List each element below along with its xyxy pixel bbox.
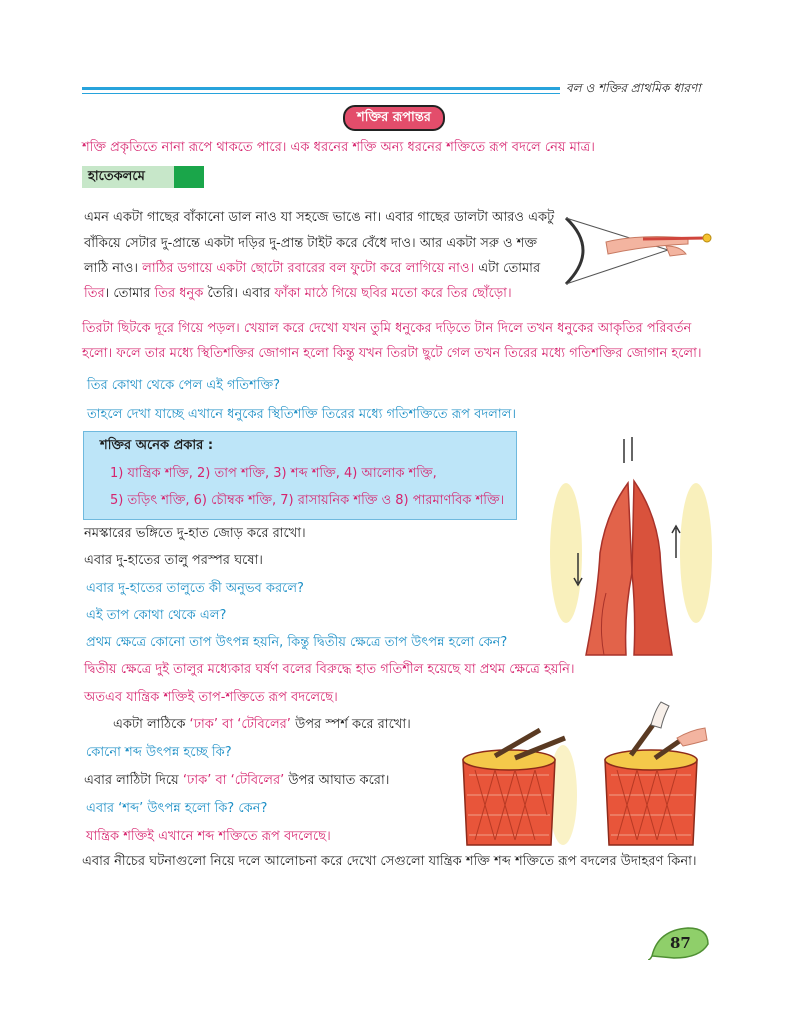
drum-line1 [113, 716, 411, 733]
drum-line2-b: ‘ঢাক’ বা ‘টেবিলের’ [182, 773, 285, 788]
energy-box-heading: শক্তির অনেক প্রকার : [100, 438, 214, 453]
hands-answer1: দ্বিতীয় ক্ষেত্রে দুই তালুর মধ্যেকার ঘর্ষণ বলের বিরুদ্ধে হাত গতিশীল হয়েছে যা প্রথম ক্ষেত্রে হয়নি। [84, 662, 575, 677]
energy-types-box [83, 431, 517, 520]
praying-hands-illustration [548, 433, 713, 658]
running-title: বল ও শক্তির প্রাথমিক ধারণা [566, 81, 701, 95]
drum-line2-c: উপর আঘাত করো। [284, 773, 390, 788]
activity-label-bar [82, 166, 204, 188]
answer-1: তাহলে দেখা যাচ্ছে এখানে ধনুকের স্থিতিশক্তি তিরের মধ্যে গতিশক্তিতে রূপ বদলাল। [87, 407, 516, 422]
bow-and-arrow-illustration [548, 210, 718, 290]
drum-line1-c: উপর স্পর্শ করে রাখো। [290, 717, 411, 732]
intro-text: শক্তি প্রকৃতিতে নানা রূপে থাকতে পারে। এক ধরনের শক্তি অন্য ধরনের শক্তিতে রূপ বদলে নেয় মাত্র। [82, 140, 595, 155]
section-title: শক্তির রূপান্তর [343, 105, 445, 131]
para1-line4-d: তৈরি। এবার [203, 286, 275, 301]
activity-label: হাতেকলমে [82, 166, 174, 188]
page-number: 87 [670, 934, 691, 952]
para1-line1: এমন একটা গাছের বাঁকানো ডাল নাও যা সহজে ভাঙে না। এবার গাছের ডালটা আরও একটু [84, 210, 555, 225]
drum-line2-a: এবার লাঠিটা দিয়ে [84, 773, 183, 788]
drum-question1: কোনো শব্দ উৎপন্ন হচ্ছে কি? [86, 745, 232, 760]
drums-illustration [455, 700, 713, 850]
para2-line2: হলো। ফলে তার মধ্যে স্থিতিশক্তির জোগান হলো কিন্তু যখন তিরটা ছুটে গেল তখন তিরের মধ্যে গতিশক্তির জোগান হলো। [82, 346, 702, 361]
drum-answer1: যান্ত্রিক শক্তিই এখানে শব্দ শক্তিতে রূপ বদলেছে। [86, 829, 331, 844]
para1-line3-a: লাঠি নাও। [84, 261, 143, 276]
hands-answer2: অতএব যান্ত্রিক শক্তিই তাপ-শক্তিতে রূপ বদলেছে। [84, 690, 338, 705]
drum-line2 [84, 772, 389, 789]
hands-line1: নমস্কারের ভঙ্গিতে দু-হাত জোড় করে রাখো। [84, 526, 306, 541]
para1-line3-b: লাঠির ডগায়ে একটা ছোটো রবারের বল ফুটো করে লাগিয়ে নাও। [142, 261, 475, 276]
hands-line2: এবার দু-হাতের তালু পরস্পর ঘষো। [84, 553, 263, 568]
para2-line1: তিরটা ছিটকে দূরে গিয়ে পড়ল। খেয়াল করে দেখো যখন তুমি ধনুকের দড়িতে টান দিলে তখন ধনুকের আকৃতির পরিবর্তন [82, 321, 692, 336]
para1-line4-a: তির [84, 286, 105, 301]
energy-box-line2: 5) তড়িৎ শক্তি, 6) চৌম্বক শক্তি, 7) রাসায়নিক শক্তি ও 8) পারমাণবিক শক্তি। [110, 493, 505, 508]
drum-question2: এবার ‘শব্দ’ উৎপন্ন হলো কি? কেন? [86, 801, 268, 816]
header-rule [82, 87, 560, 90]
hands-question1: এবার দু-হাতের তালুতে কী অনুভব করলে? [86, 581, 304, 596]
para1-line4-e: ফাঁকা মাঠে গিয়ে ছবির মতো করে তির ছোঁড়ো। [274, 286, 512, 301]
para1-line4-b: । তোমার [104, 286, 155, 301]
header-rule-thin [82, 93, 560, 94]
drum-line1-b: ‘ঢাক’ বা ‘টেবিলের’ [189, 717, 291, 732]
para1-line4-c: তির ধনুক [154, 286, 204, 301]
para1-line4 [84, 285, 512, 302]
para1-line3-c: এটা তোমার [474, 261, 541, 276]
hands-question2: এই তাপ কোথা থেকে এল? [86, 608, 227, 623]
energy-box-line1: 1) যান্ত্রিক শক্তি, 2) তাপ শক্তি, 3) শব্দ শক্তি, 4) আলোক শক্তি, [110, 466, 437, 481]
closing-line: এবার নীচের ঘটনাগুলো নিয়ে দলে আলোচনা করে দেখো সেগুলো যান্ত্রিক শক্তি শব্দ শক্তিতে রূপ বদলের উদাহরণ কিনা। [82, 854, 697, 869]
hands-question3: প্রথম ক্ষেত্রে কোনো তাপ উৎপন্ন হয়নি, কিন্তু দ্বিতীয় ক্ষেত্রে তাপ উৎপন্ন হলো কেন? [86, 635, 508, 650]
para1-line3 [84, 260, 540, 277]
question-1: তির কোথা থেকে পেল এই গতিশক্তি? [87, 378, 280, 393]
para1-line2: বাঁকিয়ে সেটার দু-প্রান্তে একটা দড়ির দু-প্রান্ত টাইট করে বেঁধে দাও। আর একটা সরু ও শক্ত [84, 236, 537, 251]
drum-line1-a: একটা লাঠিকে [113, 717, 190, 732]
